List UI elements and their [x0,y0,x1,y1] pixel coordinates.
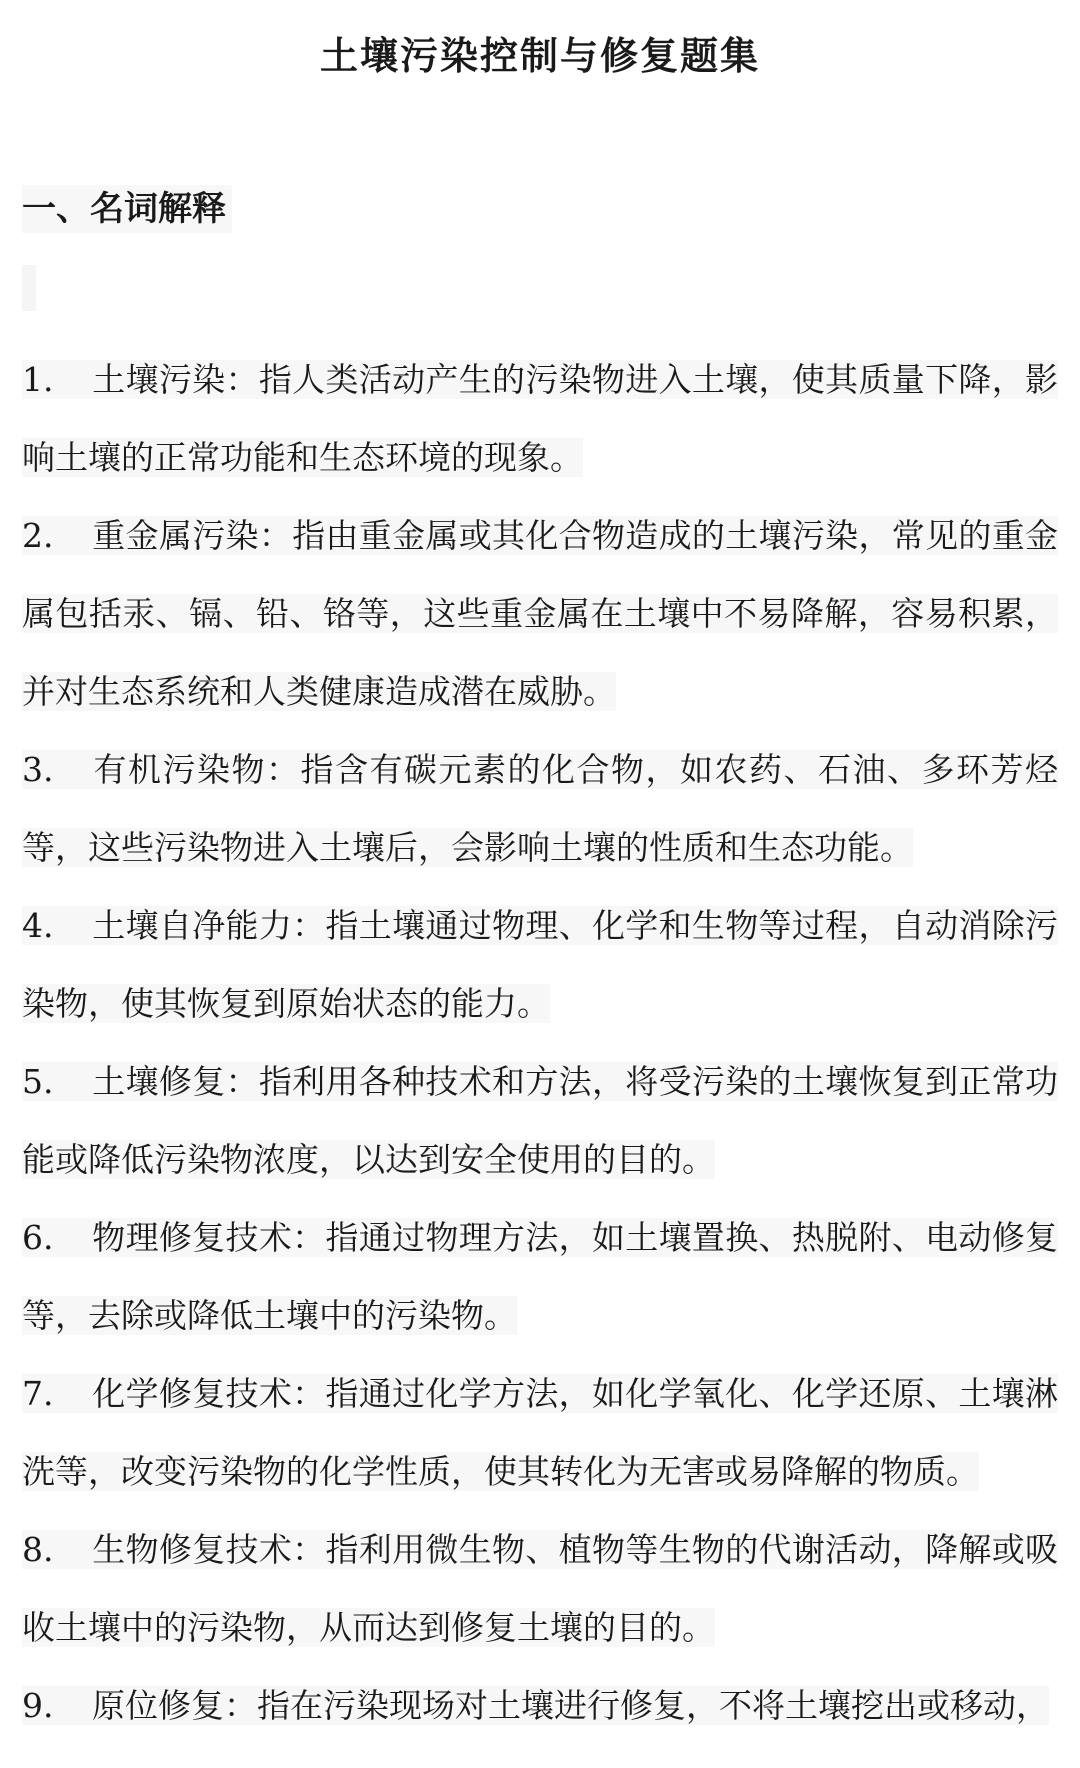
item-term: 土壤自净能力： [92,906,326,945]
definition-item [22,1511,1058,1667]
item-definition: 指在污染现场对土壤进行修复，不将土壤挖出或移动， [257,1686,1049,1725]
item-term: 物理修复技术： [92,1218,326,1257]
definition-list [22,341,1058,1745]
item-number: 2. [22,516,54,555]
item-number: 9. [22,1686,54,1725]
item-number: 3. [22,750,54,789]
item-definition: 指利用各种技术和方法，将受污染的土壤恢复到正常功能或降低污染物浓度，以达到安全使用的目的。 [22,1062,1059,1179]
item-definition: 指含有碳元素的化合物，如农药、石油、多环芳烃等，这些污染物进入土壤后，会影响土壤的性质和生态功能。 [22,750,1058,867]
item-number: 5. [22,1062,54,1101]
item-definition: 指通过化学方法，如化学氧化、化学还原、土壤淋洗等，改变污染物的化学性质，使其转化为无害或易降解的物质。 [22,1374,1059,1491]
item-number: 7. [22,1374,54,1413]
item-term: 化学修复技术： [92,1374,326,1413]
blank-line-marker [22,265,36,311]
item-definition: 指土壤通过物理、化学和生物等过程，自动消除污染物，使其恢复到原始状态的能力。 [22,906,1059,1023]
item-number: 4. [22,906,54,945]
document-title: 土壤污染控制与修复题集 [319,34,760,78]
item-term: 生物修复技术： [92,1530,326,1569]
item-definition: 指通过物理方法，如土壤置换、热脱附、电动修复等，去除或降低土壤中的污染物。 [22,1218,1059,1335]
item-definition: 指利用微生物、植物等生物的代谢活动，降解或吸收土壤中的污染物，从而达到修复土壤的目的。 [22,1530,1059,1647]
definition-item [22,887,1058,1043]
item-term: 土壤污染： [92,360,259,399]
definition-item [22,1355,1058,1511]
item-term: 原位修复： [92,1686,257,1725]
item-definition: 指人类活动产生的污染物进入土壤，使其质量下降，影响土壤的正常功能和生态环境的现象。 [22,360,1059,477]
item-number: 8. [22,1530,54,1569]
item-term: 土壤修复： [92,1062,259,1101]
definition-item [22,1043,1058,1199]
definition-item [22,497,1058,731]
definition-item [22,341,1058,497]
item-term: 有机污染物： [92,750,301,789]
definition-item [22,731,1058,887]
definition-item [22,1667,1058,1745]
section-heading: 一、名词解释 [22,185,232,233]
item-number: 6. [22,1218,54,1257]
item-definition: 指由重金属或其化合物造成的土壤污染，常见的重金属包括汞、镉、铅、铬等，这些重金属在土壤中不易降解，容易积累，并对生态系统和人类健康造成潜在威胁。 [22,516,1059,711]
item-term: 重金属污染： [92,516,293,555]
item-number: 1. [22,360,54,399]
definition-item [22,1199,1058,1355]
